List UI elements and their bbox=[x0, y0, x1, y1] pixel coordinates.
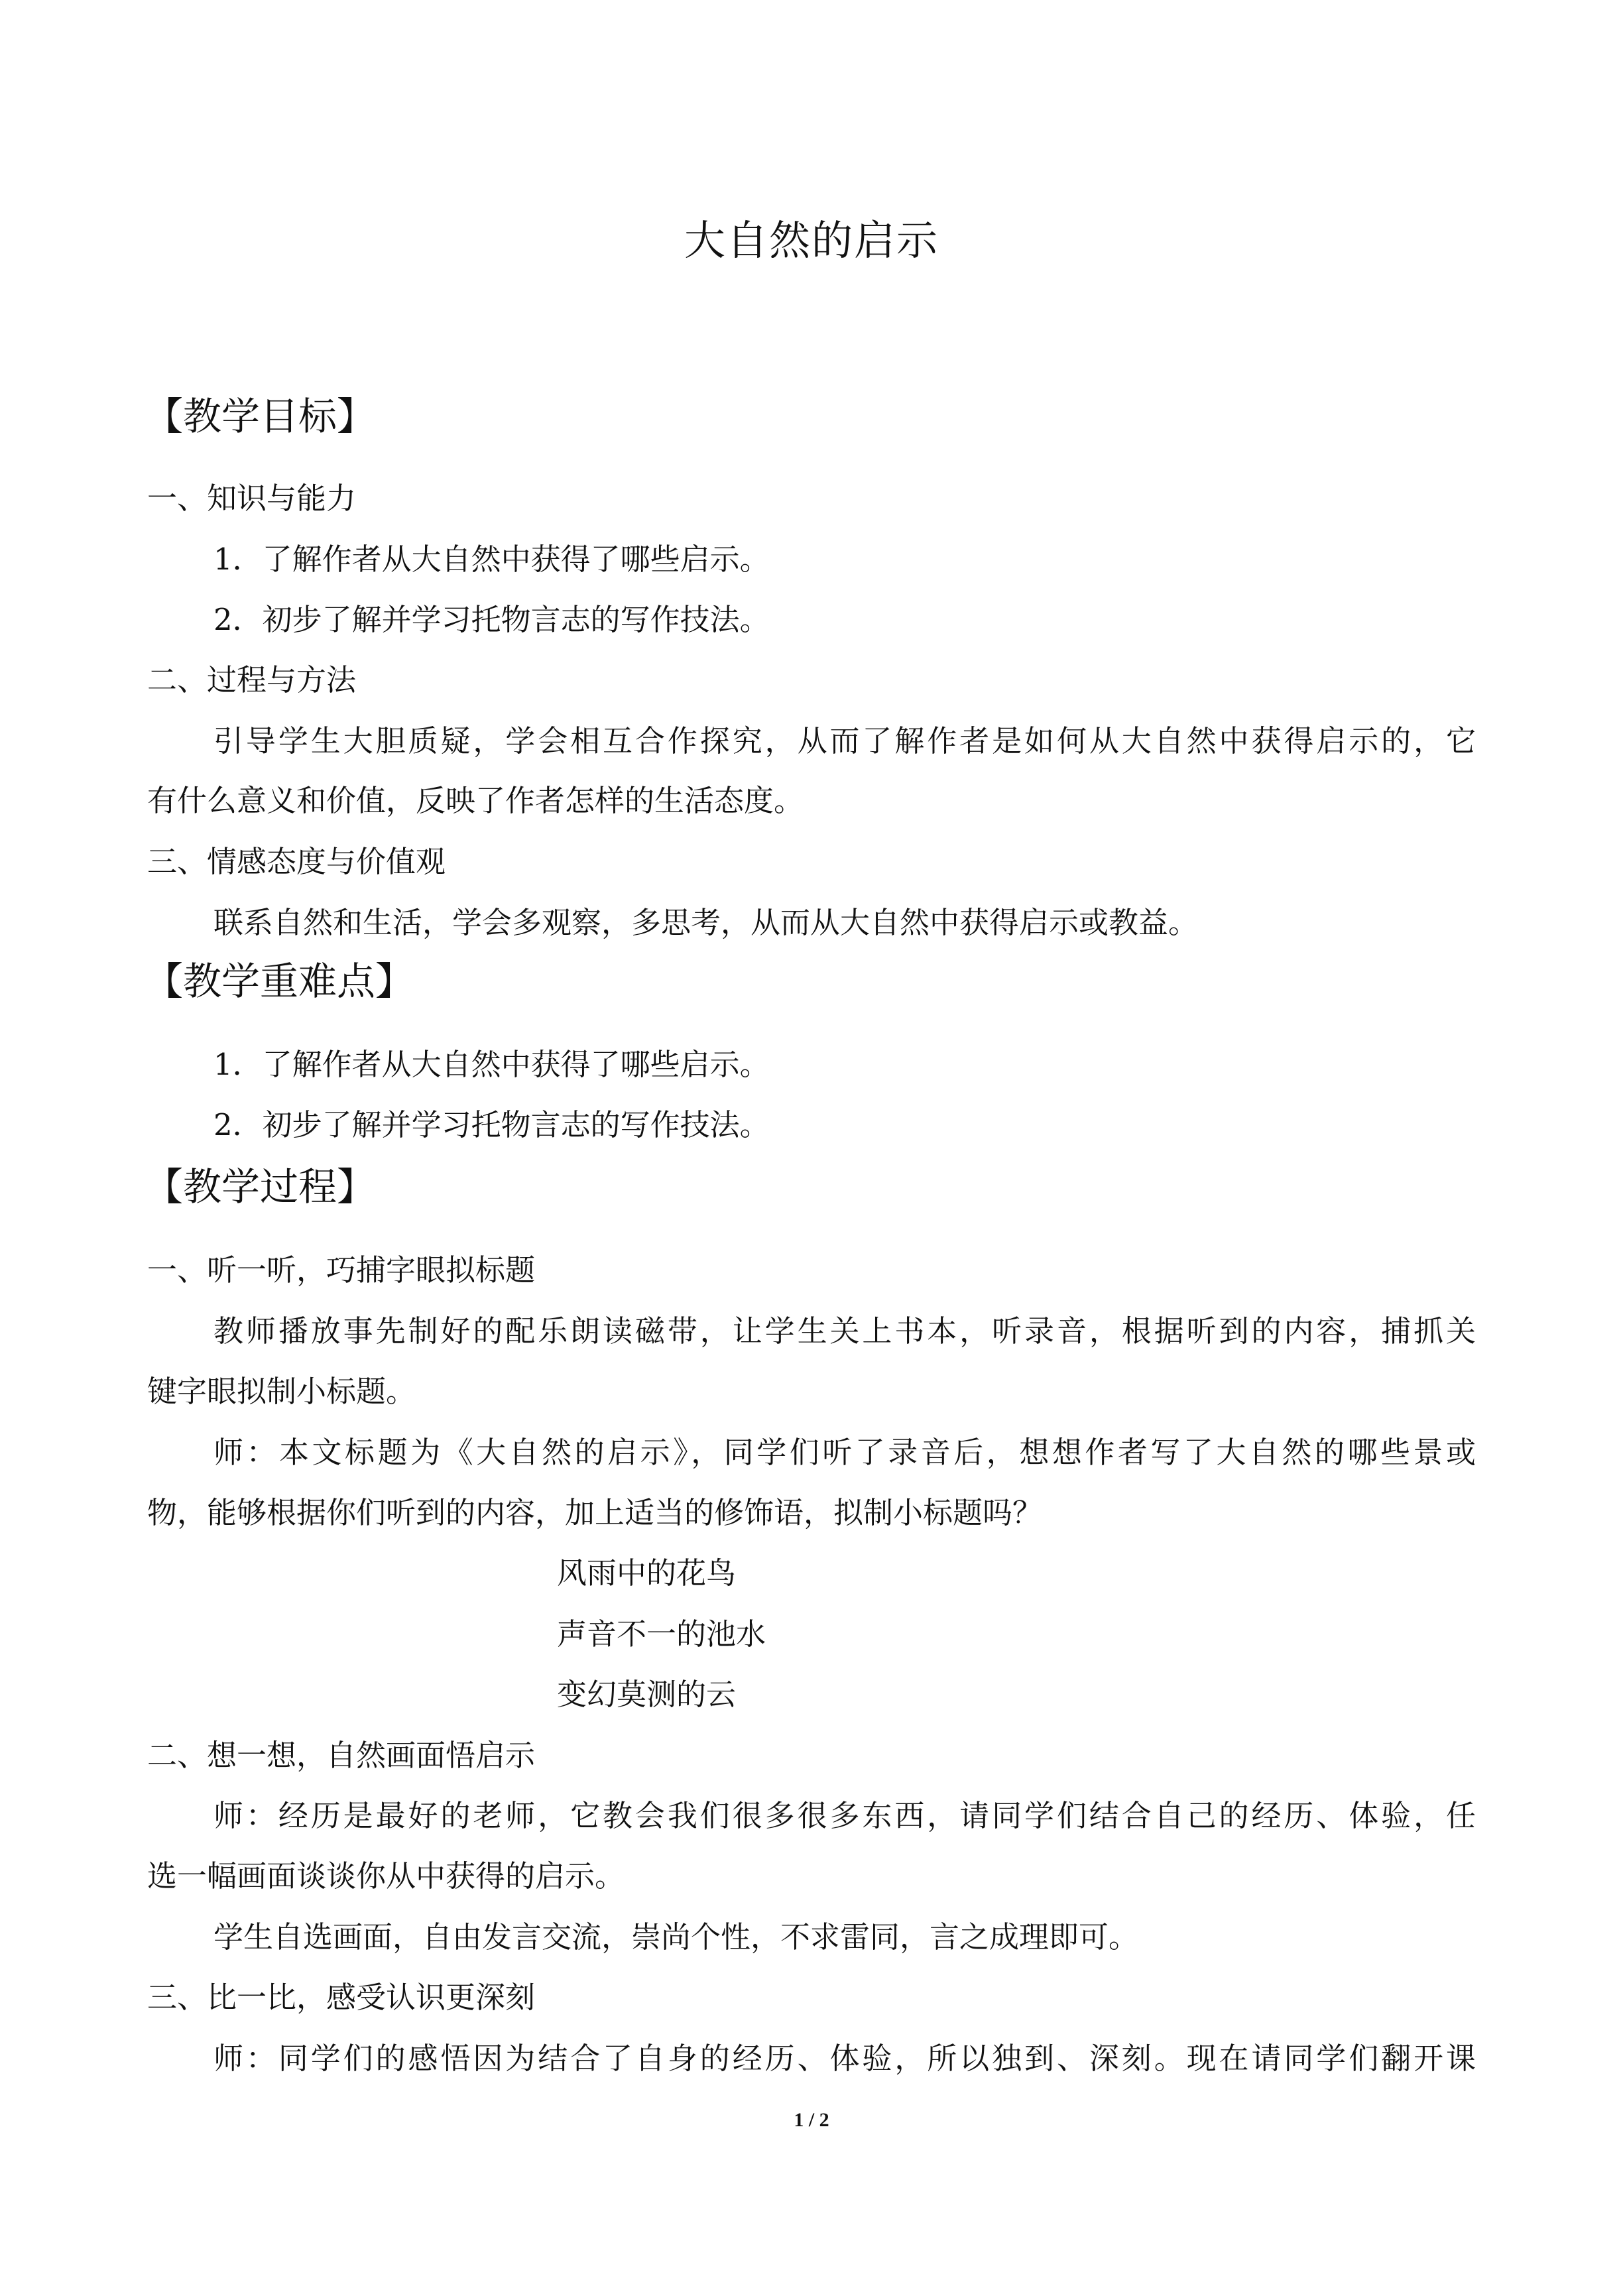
process-paragraph-1-line-1: 教师播放事先制好的配乐朗读磁带，让学生关上书本，听录音，根据听到的内容，捕抓关 bbox=[213, 1313, 1476, 1349]
subtitle-item-2: 声音不一的池水 bbox=[557, 1616, 766, 1652]
keypoints-item-2: 2．初步了解并学习托物言志的写作技法。 bbox=[213, 1107, 770, 1142]
document-title: 大自然的启示 bbox=[684, 216, 939, 265]
process-paragraph-1-line-2: 键字眼拟制小标题。 bbox=[147, 1374, 416, 1409]
objectives-paragraph-3: 联系自然和生活，学会多观察，多思考，从而从大自然中获得启示或教益。 bbox=[213, 905, 1199, 940]
objectives-paragraph-2-line-2: 有什么意义和价值，反映了作者怎样的生活态度。 bbox=[147, 783, 804, 818]
process-paragraph-2-line-3: 学生自选画面，自由发言交流，崇尚个性，不求雷同，言之成理即可。 bbox=[213, 1919, 1139, 1955]
objectives-heading-1: 一、知识与能力 bbox=[147, 481, 357, 516]
page-number: 1 / 2 bbox=[794, 2109, 829, 2131]
section-heading-keypoints: 【教学重难点】 bbox=[145, 959, 414, 1004]
process-paragraph-3-line-1: 师：同学们的感悟因为结合了自身的经历、体验，所以独到、深刻。现在请同学们翻开课 bbox=[213, 2041, 1476, 2076]
process-paragraph-1-line-3: 师：本文标题为《大自然的启示》，同学们听了录音后，想想作者写了大自然的哪些景或 bbox=[213, 1435, 1476, 1470]
objectives-heading-3: 三、情感态度与价值观 bbox=[147, 844, 446, 879]
subtitle-item-1: 风雨中的花鸟 bbox=[557, 1555, 737, 1591]
process-heading-1: 一、听一听，巧捕字眼拟标题 bbox=[147, 1252, 536, 1288]
section-heading-process: 【教学过程】 bbox=[145, 1164, 376, 1209]
process-paragraph-1-line-4: 物，能够根据你们听到的内容，加上适当的修饰语，拟制小标题吗？ bbox=[147, 1495, 1043, 1530]
objectives-item-1: 1．了解作者从大自然中获得了哪些启示。 bbox=[213, 542, 770, 577]
objectives-item-2: 2．初步了解并学习托物言志的写作技法。 bbox=[213, 602, 770, 637]
process-heading-3: 三、比一比，感受认识更深刻 bbox=[147, 1980, 536, 2015]
process-paragraph-2-line-2: 选一幅画面谈谈你从中获得的启示。 bbox=[147, 1858, 625, 1894]
keypoints-item-1: 1．了解作者从大自然中获得了哪些启示。 bbox=[213, 1047, 770, 1082]
section-heading-objectives: 【教学目标】 bbox=[145, 394, 376, 439]
process-heading-2: 二、想一想，自然画面悟启示 bbox=[147, 1738, 536, 1773]
process-paragraph-2-line-1: 师：经历是最好的老师，它教会我们很多很多东西，请同学们结合自己的经历、体验，任 bbox=[213, 1798, 1476, 1833]
objectives-heading-2: 二、过程与方法 bbox=[147, 662, 357, 697]
subtitle-item-3: 变幻莫测的云 bbox=[557, 1677, 737, 1712]
objectives-paragraph-2-line-1: 引导学生大胆质疑，学会相互合作探究，从而了解作者是如何从大自然中获得启示的，它 bbox=[213, 723, 1476, 758]
